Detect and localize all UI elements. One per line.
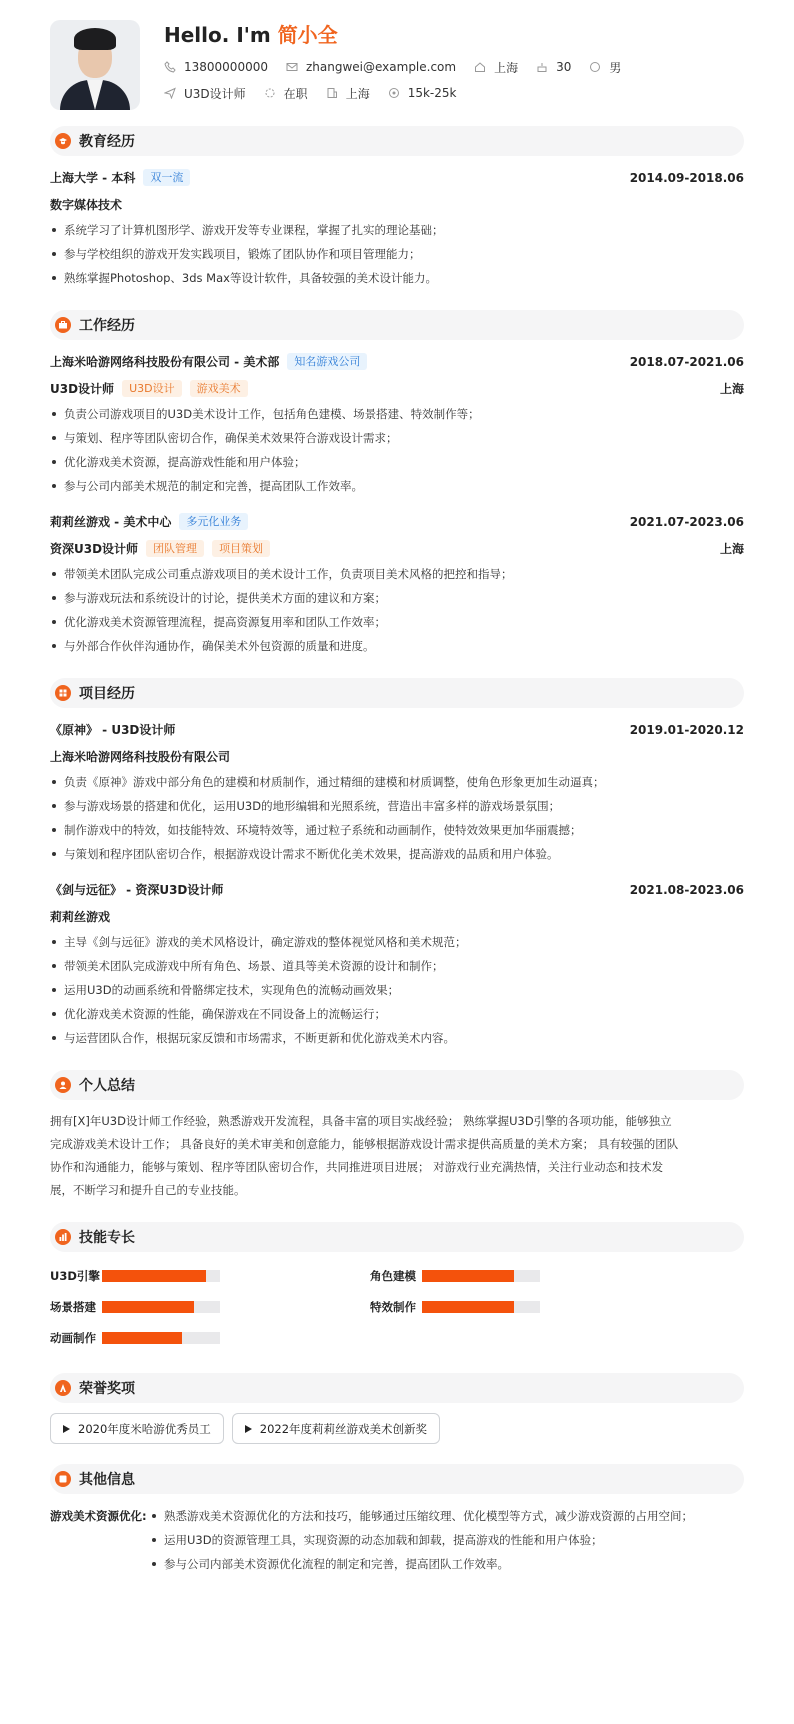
list-item: 参与游戏玩法和系统设计的讨论，提供美术方面的建议和方案； bbox=[50, 586, 744, 610]
person-icon bbox=[55, 1077, 71, 1093]
award-chip[interactable] bbox=[50, 1413, 224, 1444]
job-role: 资深U3D设计师 bbox=[50, 542, 139, 556]
award-label: 2022年度莉莉丝游戏美术创新奖 bbox=[259, 1421, 428, 1436]
position: U3D设计师 bbox=[184, 86, 246, 101]
email: zhangwei@example.com bbox=[305, 60, 457, 74]
project-date: 2019.01-2020.12 bbox=[629, 722, 744, 737]
other-label: 游戏美术资源优化: bbox=[50, 1509, 147, 1523]
award-chip[interactable] bbox=[232, 1413, 440, 1444]
graduation-cap-icon bbox=[55, 133, 71, 149]
candidate-name: 简小全 bbox=[277, 23, 338, 47]
list-item: 优化游戏美术资源的性能，确保游戏在不同设备上的流畅运行； bbox=[50, 1002, 744, 1026]
skill-bar-fill bbox=[102, 1270, 206, 1282]
building-icon bbox=[326, 87, 338, 99]
skills-grid bbox=[50, 1260, 744, 1353]
job-date: 2021.07-2023.06 bbox=[629, 514, 744, 529]
list-item: 熟练掌握Photoshop、3ds Max等设计软件，具备较强的美术设计能力。 bbox=[50, 266, 744, 290]
city: 上海 bbox=[494, 60, 519, 75]
list-item: 优化游戏美术资源，提高游戏性能和用户体验； bbox=[50, 450, 744, 474]
project-entry bbox=[50, 716, 744, 866]
status: 在职 bbox=[283, 86, 308, 101]
list-item: 带领美术团队完成公司重点游戏项目的美术设计工作，负责项目美术风格的把控和指导； bbox=[50, 562, 744, 586]
section-title: 技能专长 bbox=[79, 1230, 135, 1246]
list-item: 优化游戏美术资源管理流程，提高资源复用率和团队工作效率； bbox=[50, 610, 744, 634]
list-item: 熟悉游戏美术资源优化的方法和技巧，能够通过压缩纹理、优化模型等方式，减少游戏资源的占用空间； bbox=[150, 1504, 693, 1528]
section-title: 荣誉奖项 bbox=[79, 1381, 135, 1397]
greeting: Hello. I'm 简小全 bbox=[164, 23, 338, 47]
email-icon bbox=[286, 61, 298, 73]
skill-bar bbox=[102, 1332, 220, 1344]
job-date: 2018.07-2021.06 bbox=[629, 354, 744, 369]
info-icon bbox=[55, 1471, 71, 1487]
skill-item bbox=[50, 1291, 370, 1322]
grid-icon bbox=[55, 685, 71, 701]
project-name: 《原神》 - U3D设计师 bbox=[50, 723, 176, 737]
list-item: 主导《剑与远征》游戏的美术风格设计，确定游戏的整体视觉风格和美术规范； bbox=[50, 930, 744, 954]
school-name: 上海大学 - 本科 bbox=[50, 171, 136, 185]
list-item: 与策划、程序等团队密切合作，确保美术效果符合游戏设计需求； bbox=[50, 426, 744, 450]
school-tag: 双一流 bbox=[143, 169, 190, 186]
work-city: 上海 bbox=[345, 86, 370, 101]
list-item: 负责公司游戏项目的U3D美术设计工作，包括角色建模、场景搭建、特效制作等； bbox=[50, 402, 744, 426]
awards-section-header bbox=[50, 1373, 744, 1403]
skill-item bbox=[50, 1322, 370, 1353]
skill-bar bbox=[422, 1270, 540, 1282]
avatar bbox=[50, 20, 140, 110]
section-title: 其他信息 bbox=[79, 1472, 135, 1488]
section-title: 工作经历 bbox=[79, 318, 135, 334]
job-location: 上海 bbox=[719, 382, 744, 396]
phone-icon bbox=[164, 61, 176, 73]
project-section-header bbox=[50, 678, 744, 708]
company-tag: 知名游戏公司 bbox=[287, 353, 367, 370]
role-tag: U3D设计 bbox=[122, 380, 182, 397]
play-icon bbox=[63, 1425, 70, 1433]
age: 30 bbox=[556, 60, 572, 74]
job-role: U3D设计师 bbox=[50, 382, 115, 396]
skill-item bbox=[370, 1260, 690, 1291]
home-icon bbox=[474, 61, 486, 73]
project-entry bbox=[50, 876, 744, 1050]
header bbox=[50, 20, 744, 118]
list-item: 参与公司内部美术资源优化流程的制定和完善，提高团队工作效率。 bbox=[150, 1552, 693, 1576]
education-section-header bbox=[50, 126, 744, 156]
contact-row bbox=[164, 54, 639, 80]
cake-icon bbox=[536, 61, 548, 73]
skill-item bbox=[50, 1260, 370, 1291]
section-title: 项目经历 bbox=[79, 686, 135, 702]
major: 数字媒体技术 bbox=[50, 198, 123, 212]
list-item: 系统学习了计算机图形学、游戏开发等专业课程，掌握了扎实的理论基础； bbox=[50, 218, 744, 242]
job-location: 上海 bbox=[719, 542, 744, 556]
company-tag: 多元化业务 bbox=[179, 513, 248, 530]
role-tag: 游戏美术 bbox=[190, 380, 248, 397]
skill-bar-fill bbox=[102, 1332, 182, 1344]
skill-name: 特效制作 bbox=[370, 1299, 416, 1314]
briefcase-icon bbox=[55, 317, 71, 333]
award-icon bbox=[55, 1380, 71, 1396]
skill-bar bbox=[102, 1301, 220, 1313]
bar-chart-icon bbox=[55, 1229, 71, 1245]
project-company: 莉莉丝游戏 bbox=[50, 910, 111, 924]
skill-item bbox=[370, 1291, 690, 1322]
skill-bar bbox=[102, 1270, 220, 1282]
gender-icon bbox=[589, 61, 601, 73]
project-company: 上海米哈游网络科技股份有限公司 bbox=[50, 750, 231, 764]
awards-list bbox=[50, 1413, 744, 1444]
salary-icon bbox=[388, 87, 400, 99]
skill-name: U3D引擎 bbox=[50, 1268, 100, 1283]
job-row bbox=[164, 80, 639, 106]
skills-section-header bbox=[50, 1222, 744, 1252]
skill-bar-fill bbox=[422, 1270, 514, 1282]
work-section-header bbox=[50, 310, 744, 340]
skill-name: 动画制作 bbox=[50, 1330, 96, 1345]
award-label: 2020年度米哈游优秀员工 bbox=[78, 1421, 211, 1436]
other-section-header bbox=[50, 1464, 744, 1494]
summary-text: 拥有[X]年U3D设计师工作经验，熟悉游戏开发流程，具备丰富的项目实战经验； 熟练掌握U3D引擎的各项功能，能够独立完成游戏美术设计工作； 具备良好的美术审美和创意能力，能够根据游戏设计需求提供高质量的美术方案； 具有较强的团队协作和沟通能力，能够与策划、程序等团队密切合作，共同推进项目进展； 对游戏行业充满热情，关注行业动态和技术发展，不断学习和提升自己的专业技能。 bbox=[50, 1114, 679, 1197]
list-item: 运用U3D的资源管理工具，实现资源的动态加载和卸载，提高游戏的性能和用户体验； bbox=[150, 1528, 693, 1552]
company-name: 上海米哈游网络科技股份有限公司 - 美术部 bbox=[50, 355, 280, 369]
section-title: 教育经历 bbox=[79, 134, 135, 150]
send-icon bbox=[164, 87, 176, 99]
phone: 13800000000 bbox=[184, 60, 268, 74]
project-name: 《剑与远征》 - 资深U3D设计师 bbox=[50, 883, 224, 897]
list-item: 参与游戏场景的搭建和优化，运用U3D的地形编辑和光照系统，营造出丰富多样的游戏场景氛围； bbox=[50, 794, 744, 818]
salary: 15k-25k bbox=[407, 86, 457, 100]
education-list bbox=[50, 218, 744, 290]
job-entry bbox=[50, 508, 744, 658]
list-item: 与策划和程序团队密切合作，根据游戏设计需求不断优化美术效果，提高游戏的品质和用户体验。 bbox=[50, 842, 744, 866]
gender: 男 bbox=[609, 60, 622, 75]
summary-section-header bbox=[50, 1070, 744, 1100]
company-name: 莉莉丝游戏 - 美术中心 bbox=[50, 515, 172, 529]
list-item: 运用U3D的动画系统和骨骼绑定技术，实现角色的流畅动画效果； bbox=[50, 978, 744, 1002]
list-item: 与外部合作伙伴沟通协作，确保美术外包资源的质量和进度。 bbox=[50, 634, 744, 658]
skill-name: 场景搭建 bbox=[50, 1299, 96, 1314]
skill-bar bbox=[422, 1301, 540, 1313]
skill-name: 角色建模 bbox=[370, 1268, 416, 1283]
list-item: 负责《原神》游戏中部分角色的建模和材质制作，通过精细的建模和材质调整，使角色形象更加生动逼真； bbox=[50, 770, 744, 794]
play-icon bbox=[245, 1425, 252, 1433]
list-item: 制作游戏中的特效，如技能特效、环境特效等，通过粒子系统和动画制作，使特效效果更加华丽震撼； bbox=[50, 818, 744, 842]
list-item: 参与学校组织的游戏开发实践项目，锻炼了团队协作和项目管理能力； bbox=[50, 242, 744, 266]
role-tag: 项目策划 bbox=[212, 540, 270, 557]
list-item: 带领美术团队完成游戏中所有角色、场景、道具等美术资源的设计和制作； bbox=[50, 954, 744, 978]
skill-bar-fill bbox=[422, 1301, 514, 1313]
list-item: 参与公司内部美术规范的制定和完善，提高团队工作效率。 bbox=[50, 474, 744, 498]
education-date: 2014.09-2018.06 bbox=[629, 170, 744, 185]
role-tag: 团队管理 bbox=[146, 540, 204, 557]
status-icon bbox=[264, 87, 276, 99]
section-title: 个人总结 bbox=[79, 1078, 135, 1094]
project-date: 2021.08-2023.06 bbox=[629, 882, 744, 897]
job-entry bbox=[50, 348, 744, 498]
other-info bbox=[50, 1504, 744, 1576]
skill-bar-fill bbox=[102, 1301, 194, 1313]
list-item: 与运营团队合作，根据玩家反馈和市场需求，不断更新和优化游戏美术内容。 bbox=[50, 1026, 744, 1050]
